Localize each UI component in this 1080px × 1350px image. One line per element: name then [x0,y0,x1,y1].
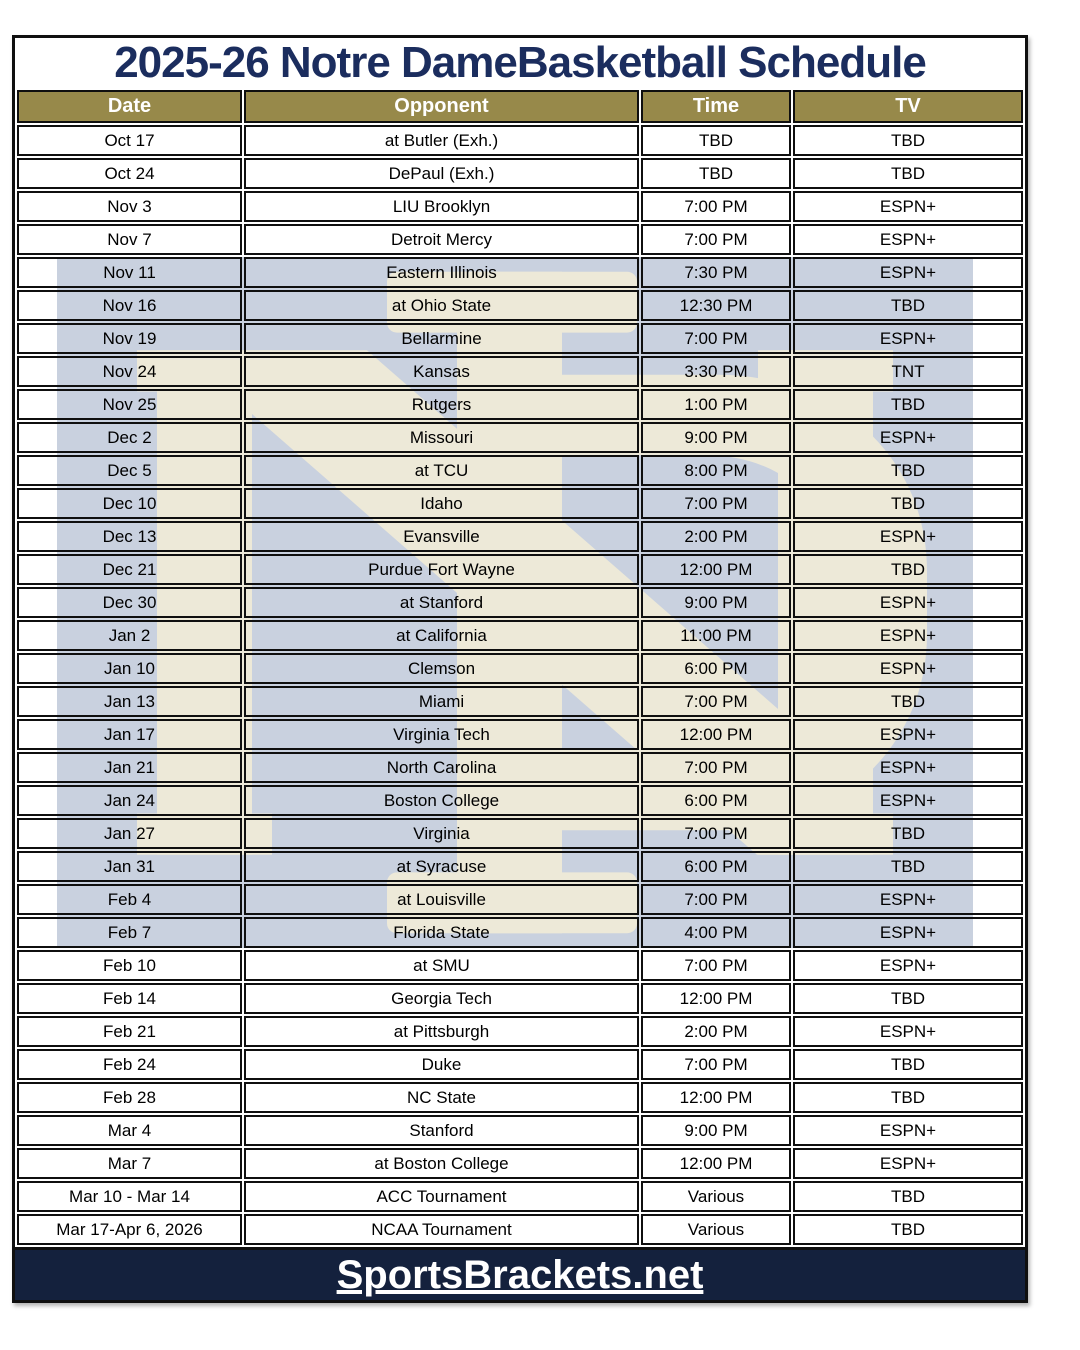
tv-cell: TBD [793,1049,1023,1080]
time-cell: 6:00 PM [641,785,791,816]
opponent-cell: Duke [244,1049,639,1080]
tv-cell: TBD [793,1214,1023,1245]
date-cell: Nov 25 [17,389,242,420]
tv-cell: TBD [793,488,1023,519]
tv-cell: TNT [793,356,1023,387]
date-cell: Mar 4 [17,1115,242,1146]
tv-cell: TBD [793,1082,1023,1113]
opponent-cell: at SMU [244,950,639,981]
table-row [17,686,1023,717]
time-cell: 7:00 PM [641,884,791,915]
time-cell: 7:30 PM [641,257,791,288]
time-cell: 9:00 PM [641,1115,791,1146]
time-cell: 8:00 PM [641,455,791,486]
table-row [17,1148,1023,1179]
time-cell: 3:30 PM [641,356,791,387]
header-row [17,90,1023,123]
schedule-rows [17,125,1023,1245]
time-cell: 4:00 PM [641,917,791,948]
opponent-cell: Eastern Illinois [244,257,639,288]
time-cell: 9:00 PM [641,422,791,453]
date-cell: Feb 10 [17,950,242,981]
date-cell: Nov 16 [17,290,242,321]
table-row [17,785,1023,816]
date-cell: Nov 11 [17,257,242,288]
time-cell: 7:00 PM [641,224,791,255]
opponent-cell: Virginia Tech [244,719,639,750]
page-title: 2025-26 Notre DameBasketball Schedule [114,38,926,87]
tv-cell: TBD [793,125,1023,156]
date-cell: Jan 27 [17,818,242,849]
opponent-cell: ACC Tournament [244,1181,639,1212]
date-cell: Feb 14 [17,983,242,1014]
tv-cell: TBD [793,158,1023,189]
tv-cell: TBD [793,1181,1023,1212]
tv-cell: ESPN+ [793,587,1023,618]
time-cell: 11:00 PM [641,620,791,651]
opponent-cell: at Louisville [244,884,639,915]
opponent-cell: Purdue Fort Wayne [244,554,639,585]
opponent-cell: Clemson [244,653,639,684]
column-header-time: Time [641,90,791,123]
date-cell: Dec 21 [17,554,242,585]
opponent-cell: Kansas [244,356,639,387]
date-cell: Jan 17 [17,719,242,750]
column-header-opponent: Opponent [244,90,639,123]
opponent-cell: Boston College [244,785,639,816]
time-cell: 12:00 PM [641,1082,791,1113]
time-cell: Various [641,1214,791,1245]
tv-cell: ESPN+ [793,1148,1023,1179]
table-row [17,455,1023,486]
date-cell: Nov 7 [17,224,242,255]
date-cell: Feb 7 [17,917,242,948]
time-cell: 12:00 PM [641,1148,791,1179]
date-cell: Mar 7 [17,1148,242,1179]
time-cell: 9:00 PM [641,587,791,618]
opponent-cell: Rutgers [244,389,639,420]
table-row [17,818,1023,849]
time-cell: 12:00 PM [641,983,791,1014]
column-header-tv: TV [793,90,1023,123]
date-cell: Mar 17-Apr 6, 2026 [17,1214,242,1245]
date-cell: Dec 10 [17,488,242,519]
date-cell: Mar 10 - Mar 14 [17,1181,242,1212]
date-cell: Feb 24 [17,1049,242,1080]
table-row [17,620,1023,651]
time-cell: 12:30 PM [641,290,791,321]
tv-cell: TBD [793,455,1023,486]
date-cell: Jan 10 [17,653,242,684]
date-cell: Dec 30 [17,587,242,618]
tv-cell: TBD [793,983,1023,1014]
table-row [17,653,1023,684]
tv-cell: TBD [793,389,1023,420]
time-cell: Various [641,1181,791,1212]
opponent-cell: DePaul (Exh.) [244,158,639,189]
tv-cell: ESPN+ [793,620,1023,651]
tv-cell: ESPN+ [793,950,1023,981]
opponent-cell: Stanford [244,1115,639,1146]
opponent-cell: LIU Brooklyn [244,191,639,222]
tv-cell: ESPN+ [793,224,1023,255]
date-cell: Nov 3 [17,191,242,222]
opponent-cell: Missouri [244,422,639,453]
time-cell: 7:00 PM [641,818,791,849]
opponent-cell: Virginia [244,818,639,849]
opponent-cell: Georgia Tech [244,983,639,1014]
tv-cell: ESPN+ [793,752,1023,783]
time-cell: 7:00 PM [641,1049,791,1080]
time-cell: TBD [641,125,791,156]
schedule-table [15,88,1025,1247]
footer-band [15,1247,1025,1300]
date-cell: Dec 13 [17,521,242,552]
date-cell: Feb 4 [17,884,242,915]
table-row [17,488,1023,519]
table-row [17,257,1023,288]
schedule-board [12,35,1028,1303]
time-cell: 7:00 PM [641,950,791,981]
table-row [17,587,1023,618]
date-cell: Nov 19 [17,323,242,354]
table-row [17,191,1023,222]
table-row [17,1214,1023,1245]
time-cell: 2:00 PM [641,1016,791,1047]
title-band [15,38,1025,88]
table-row [17,422,1023,453]
time-cell: 2:00 PM [641,521,791,552]
date-cell: Feb 21 [17,1016,242,1047]
opponent-cell: NCAA Tournament [244,1214,639,1245]
date-cell: Jan 31 [17,851,242,882]
table-row [17,125,1023,156]
table-row [17,158,1023,189]
tv-cell: TBD [793,818,1023,849]
date-cell: Jan 24 [17,785,242,816]
tv-cell: ESPN+ [793,257,1023,288]
table-row [17,1181,1023,1212]
time-cell: 12:00 PM [641,719,791,750]
table-row [17,389,1023,420]
table-row [17,884,1023,915]
opponent-cell: Miami [244,686,639,717]
date-cell: Jan 13 [17,686,242,717]
time-cell: 7:00 PM [641,686,791,717]
table-row [17,224,1023,255]
opponent-cell: Detroit Mercy [244,224,639,255]
table-row [17,851,1023,882]
tv-cell: TBD [793,290,1023,321]
tv-cell: ESPN+ [793,1016,1023,1047]
date-cell: Jan 2 [17,620,242,651]
opponent-cell: North Carolina [244,752,639,783]
opponent-cell: at Butler (Exh.) [244,125,639,156]
tv-cell: ESPN+ [793,917,1023,948]
tv-cell: ESPN+ [793,521,1023,552]
tv-cell: TBD [793,686,1023,717]
table-row [17,1082,1023,1113]
table-row [17,323,1023,354]
time-cell: 6:00 PM [641,653,791,684]
tv-cell: ESPN+ [793,719,1023,750]
opponent-cell: at TCU [244,455,639,486]
column-header-date: Date [17,90,242,123]
time-cell: 1:00 PM [641,389,791,420]
table-row [17,1115,1023,1146]
table-row [17,917,1023,948]
tv-cell: ESPN+ [793,653,1023,684]
opponent-cell: Florida State [244,917,639,948]
tv-cell: TBD [793,851,1023,882]
time-cell: 6:00 PM [641,851,791,882]
time-cell: TBD [641,158,791,189]
time-cell: 7:00 PM [641,488,791,519]
sportsbrackets-link[interactable]: SportsBrackets.net [336,1253,704,1297]
table-row [17,950,1023,981]
time-cell: 7:00 PM [641,191,791,222]
opponent-cell: at Stanford [244,587,639,618]
opponent-cell: at Ohio State [244,290,639,321]
table-row [17,752,1023,783]
table-row [17,1049,1023,1080]
table-row [17,290,1023,321]
tv-cell: ESPN+ [793,191,1023,222]
opponent-cell: at Pittsburgh [244,1016,639,1047]
date-cell: Oct 24 [17,158,242,189]
table-row [17,1016,1023,1047]
date-cell: Feb 28 [17,1082,242,1113]
opponent-cell: at Syracuse [244,851,639,882]
opponent-cell: at California [244,620,639,651]
time-cell: 7:00 PM [641,752,791,783]
table-row [17,719,1023,750]
opponent-cell: NC State [244,1082,639,1113]
tv-cell: ESPN+ [793,884,1023,915]
tv-cell: TBD [793,554,1023,585]
time-cell: 12:00 PM [641,554,791,585]
table-row [17,356,1023,387]
table-row [17,554,1023,585]
tv-cell: ESPN+ [793,323,1023,354]
tv-cell: ESPN+ [793,1115,1023,1146]
opponent-cell: Evansville [244,521,639,552]
opponent-cell: Bellarmine [244,323,639,354]
table-row [17,521,1023,552]
date-cell: Oct 17 [17,125,242,156]
opponent-cell: at Boston College [244,1148,639,1179]
time-cell: 7:00 PM [641,323,791,354]
date-cell: Dec 5 [17,455,242,486]
date-cell: Dec 2 [17,422,242,453]
tv-cell: ESPN+ [793,422,1023,453]
date-cell: Nov 24 [17,356,242,387]
table-row [17,983,1023,1014]
opponent-cell: Idaho [244,488,639,519]
date-cell: Jan 21 [17,752,242,783]
tv-cell: ESPN+ [793,785,1023,816]
